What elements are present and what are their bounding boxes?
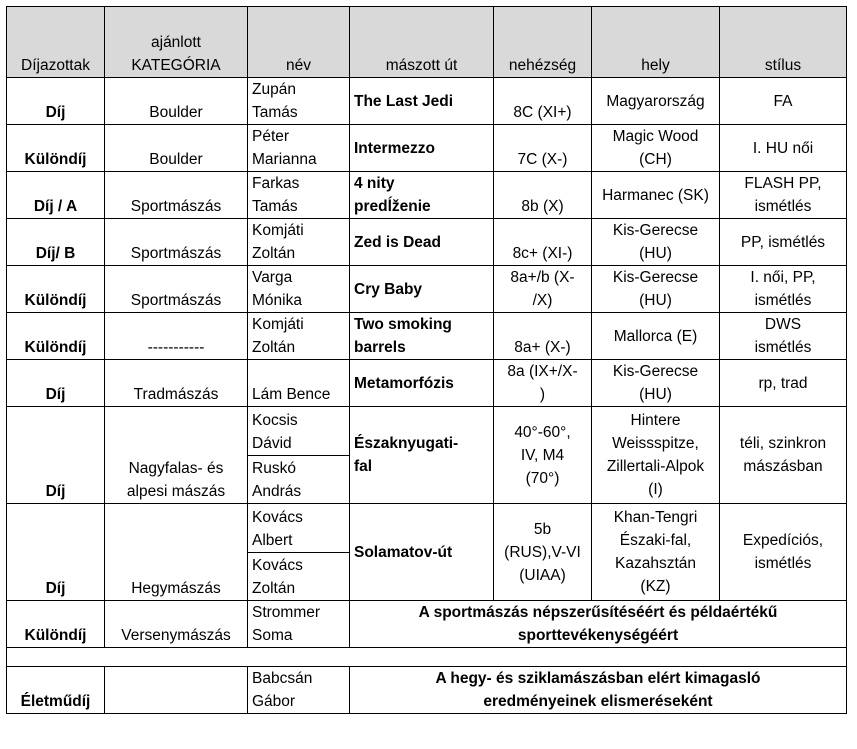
cell-place: Kis-Gerecse (HU) (592, 219, 720, 266)
table-row (7, 125, 847, 172)
cell-award: Különdíj (7, 125, 105, 172)
cell-grade: 8a+/b (X- /X) (494, 266, 592, 313)
cell-grade: 40°-60°, IV, M4 (70°) (494, 407, 592, 504)
cell-category: Nagyfalas- és alpesi mászás (105, 407, 248, 504)
cell-style: rp, trad (720, 360, 847, 407)
cell-style: I. női, PP, ismétlés (720, 266, 847, 313)
cell-name: Farkas Tamás (248, 172, 350, 219)
table-row (7, 219, 847, 266)
cell-route: Two smoking barrels (350, 313, 494, 360)
cell-category: Sportmászás (105, 266, 248, 313)
cell-name: Lám Bence (248, 360, 350, 407)
cell-style: I. HU női (720, 125, 847, 172)
header-row (7, 7, 847, 78)
cell-style: téli, szinkron mászásban (720, 407, 847, 504)
table-row (7, 360, 847, 407)
table-row-competition (7, 601, 847, 648)
cell-award: Díj (7, 504, 105, 601)
cell-place: Kis-Gerecse (HU) (592, 266, 720, 313)
cell-grade: 8b (X) (494, 172, 592, 219)
table-row-alpine (7, 407, 847, 456)
cell-grade: 7C (X-) (494, 125, 592, 172)
cell-award: Különdíj (7, 601, 105, 648)
cell-grade: 5b (RUS),V-VI (UIAA) (494, 504, 592, 601)
cell-place: Kis-Gerecse (HU) (592, 360, 720, 407)
cell-name: Ruskó András (248, 455, 350, 504)
cell-category: Tradmászás (105, 360, 248, 407)
table-row (7, 172, 847, 219)
cell-category: Hegymászás (105, 504, 248, 601)
header-name: név (248, 7, 350, 78)
table-row-empty (7, 648, 847, 667)
cell-route: Cry Baby (350, 266, 494, 313)
cell-grade: 8c+ (XI-) (494, 219, 592, 266)
cell-category: Boulder (105, 125, 248, 172)
header-route: mászott út (350, 7, 494, 78)
cell-route: 4 nity predĺženie (350, 172, 494, 219)
cell-award: Díj (7, 78, 105, 125)
cell-name: Komjáti Zoltán (248, 313, 350, 360)
header-grade: nehézség (494, 7, 592, 78)
cell-place: Mallorca (E) (592, 313, 720, 360)
cell-grade: 8a+ (X-) (494, 313, 592, 360)
cell-name: Varga Mónika (248, 266, 350, 313)
cell-route: Solamatov-út (350, 504, 494, 601)
cell-award: Díj/ B (7, 219, 105, 266)
cell-place: Khan-Tengri Északi-fal, Kazahsztán (KZ) (592, 504, 720, 601)
cell-grade: 8C (XI+) (494, 78, 592, 125)
cell-award: Különdíj (7, 266, 105, 313)
cell-style: Expedíciós, ismétlés (720, 504, 847, 601)
cell-award: Különdíj (7, 313, 105, 360)
table-row-lifetime (7, 667, 847, 714)
cell-place: Magyarország (592, 78, 720, 125)
cell-name: Strommer Soma (248, 601, 350, 648)
cell-place: Harmanec (SK) (592, 172, 720, 219)
header-style: stílus (720, 7, 847, 78)
table-row (7, 78, 847, 125)
table-row (7, 266, 847, 313)
cell-award: Díj (7, 407, 105, 504)
table-row-mountain (7, 504, 847, 553)
cell-route: Zed is Dead (350, 219, 494, 266)
cell-name: Péter Marianna (248, 125, 350, 172)
cell-category: Versenymászás (105, 601, 248, 648)
cell-award: Életműdíj (7, 667, 105, 714)
header-awardees: Díjazottak (7, 7, 105, 78)
empty-cell (7, 648, 847, 667)
cell-style: FLASH PP, ismétlés (720, 172, 847, 219)
awards-table (6, 6, 847, 714)
header-place: hely (592, 7, 720, 78)
cell-name: Kovács Zoltán (248, 552, 350, 601)
cell-name: Kocsis Dávid (248, 407, 350, 456)
cell-reason: A hegy- és sziklamászásban elért kimagasló eredményeinek elismeréseként (350, 667, 847, 714)
table-row (7, 313, 847, 360)
cell-grade: 8a (IX+/X- ) (494, 360, 592, 407)
cell-name: Komjáti Zoltán (248, 219, 350, 266)
cell-route: The Last Jedi (350, 78, 494, 125)
cell-place: Magic Wood (CH) (592, 125, 720, 172)
cell-name: Kovács Albert (248, 504, 350, 553)
cell-category: Sportmászás (105, 172, 248, 219)
header-category: ajánlott KATEGÓRIA (105, 7, 248, 78)
cell-name: Babcsán Gábor (248, 667, 350, 714)
cell-place: Hintere Weissspitze, Zillertali-Alpok (I) (592, 407, 720, 504)
cell-award: Díj (7, 360, 105, 407)
cell-route: Metamorfózis (350, 360, 494, 407)
cell-style: FA (720, 78, 847, 125)
cell-style: PP, ismétlés (720, 219, 847, 266)
cell-category (105, 667, 248, 714)
cell-category: Boulder (105, 78, 248, 125)
cell-route: Északnyugati- fal (350, 407, 494, 504)
cell-reason: A sportmászás népszerűsítéséért és példaértékű sporttevékenységéért (350, 601, 847, 648)
cell-style: DWS ismétlés (720, 313, 847, 360)
cell-category: Sportmászás (105, 219, 248, 266)
cell-name: Zupán Tamás (248, 78, 350, 125)
cell-route: Intermezzo (350, 125, 494, 172)
cell-category: ----------- (105, 313, 248, 360)
cell-award: Díj / A (7, 172, 105, 219)
